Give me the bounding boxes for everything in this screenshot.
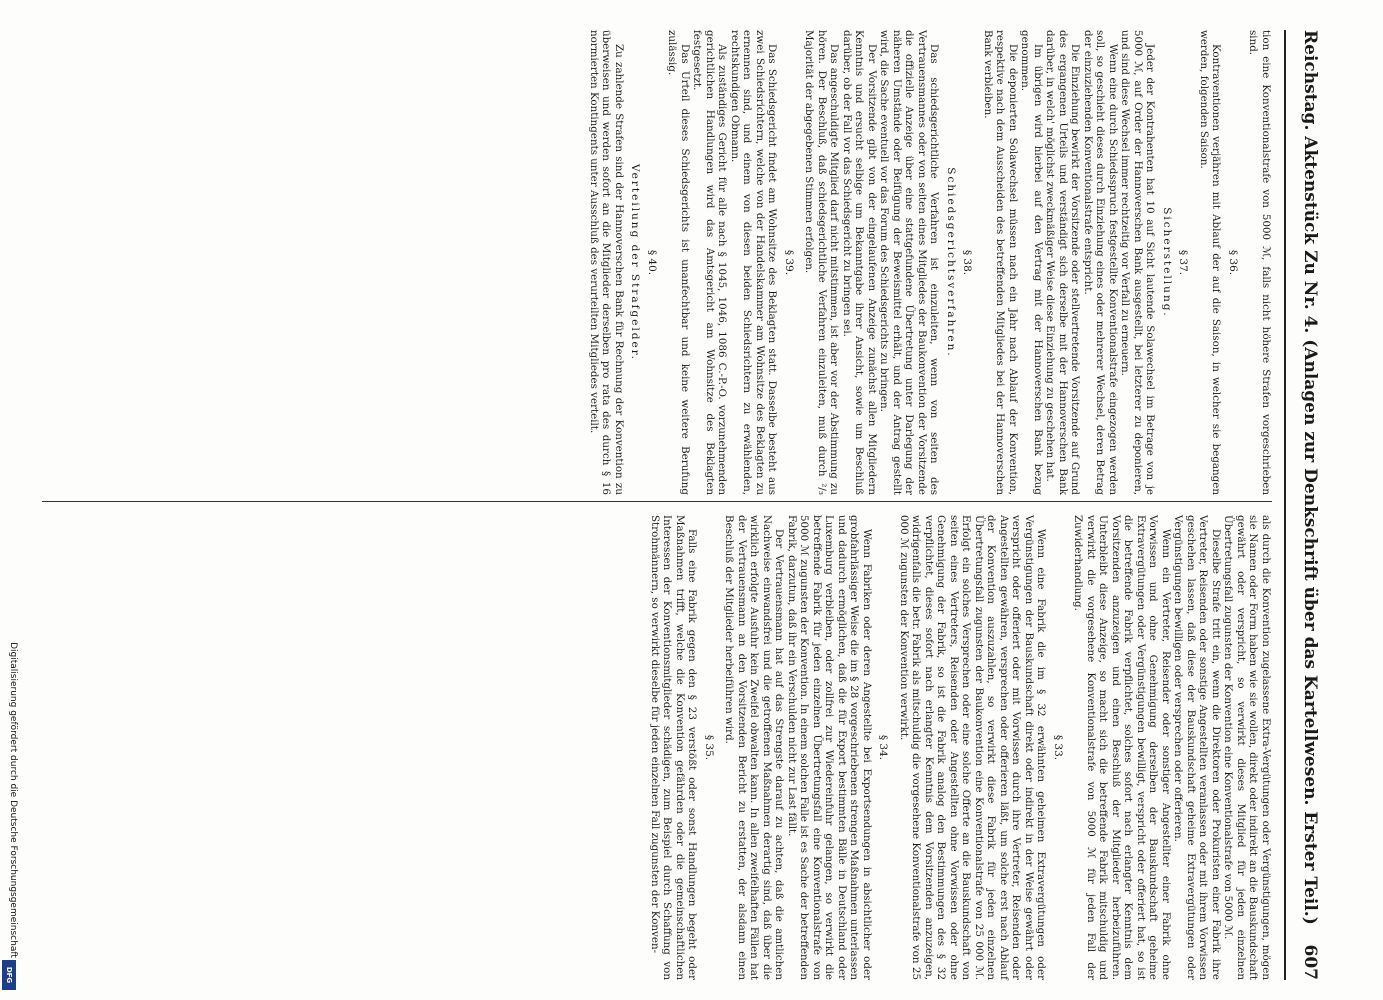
page-header [1282,30,1330,980]
paragraph: Falls eine Fabrik gegen den § 23 verstößt oder sonst Handlungen begeht oder Maßnahmen trifft, welche die Konvention gefährden oder die gemeinschaftlichen Interessen der Konventionsmitglieder schädigen, zum Beispiel durch Schaffung von Strohmännern, so verwirkt dieselbe für jeden einzelnen Fall zugunsten der Konven- [649,515,699,980]
paragraph: Jeder der Kontrahenten hat 10 auf Sicht lautende Solawechsel im Betrage von je 5000 ℳ, auf Order der Hannoverschen Bank ausgestellt, bei letzterer zu deponieren, und sind diese Wechsel immer rechtzeitig vor Verfall zu erneuern. [1119,30,1157,495]
section-heading: § 33. [1052,734,1064,761]
section-heading: § 40. [646,249,658,276]
paragraph: Das angeschuldigte Mitglied darf nicht mitstimmen, ist aber vor der Abstimmung zu hören. Der Beschluß, daß schiedsgerichtliche Verfahren einzuleiten, muß durch ²/₃ Majorität der abgegebenen Stimmen erfolgen. [803,30,841,495]
paragraph: Der Vertrauensmann hat auf das Strengste darauf zu achten, daß die amtlichen Nachweise einwandsfrei und die getroffenen Maßnahmen derartig sind, daß über die wirklich erfolgte Ausfuhr kein Zweifel obwalten kann. In allen zweifelhaften Fällen hat der Vertrauensmann an den Vorsitzenden Bericht zu erstatten, der alsdann einen Beschluß der Mitglieder herbeiführen wird. [723,515,786,980]
paragraph: Der Vorsitzende gibt von der eingelaufenen Anzeige zunächst allen Mitgliedern Kenntnis und ersucht selbige um Bekanntgabe ihrer Ansicht, sowie um Beschluß darüber, ob der Fall vor das Schiedsgericht zu bringen sei. [841,30,878,495]
left-column [588,30,1273,495]
section-title: Schiedsgerichtsverfahren. [945,167,957,358]
section-title: Verteilung der Strafgelder. [629,164,642,361]
section-heading: § 37. [1177,249,1190,276]
section-heading: § 36. [1227,249,1239,276]
page-number: 607 [1300,944,1320,980]
digitization-note-text: Digitalisierung gefördert durch die Deutsche Forschungsgemeinschaft [8,642,18,958]
paragraph: Zu zahlende Strafen sind der Hannoverschen Bank für Rechnung der Konvention zu überweisen und werden sofort an die Mitglieder derselben pro rata des durch § 16 normierten Kontingents unter Ausschluß des verurteilten Mitgliedes verteilt. [588,30,625,495]
paragraph: Als zuständiges Gericht für alle nach § 1045, 1046, 1086 C.-P.-O. vorzunehmenden gerichtlichen Handlungen wird das Amtsgericht am Wohnsitze des Beklagten festgesetzt. [691,30,729,495]
paragraph: Das Schiedsgericht findet am Wohnsitze des Beklagten statt. Dasselbe besteht aus zwei Schiedsrichtern, welche von der Handelskammer am Wohnsitze des Beklagten zu ernennen sind, und einem von diesen beiden Schiedsrichtern zu erwählenden, rechtskundigen Obmann. [729,30,779,495]
section-heading: § 34. [877,734,890,761]
paragraph: Im übrigen wird hierbei auf den Vertrag mit der Hannoverschen Bank bezug genommen. [1019,30,1044,495]
paragraph: als durch die Konvention zugelassene Extra-Vergütungen oder Vergünstigungen, mögen sie Namen oder Form haben wie sie wollen, direkt oder indirekt an die Bauskundschaft gewährt oder verspricht, so verwirkt dieses Mitglied für jeden einzelnen Übertretungsfall zugunsten der Konvention eine Konventionalstrafe von 5000 ℳ. [1222,515,1272,980]
section-title: Sicherstellung. [1161,207,1173,318]
paragraph: Wenn eine durch Schiedsspruch festgestellte Konventionalstrafe eingezogen werden soll, so geschieht dieses durch Einziehung eines oder mehrerer Wechsel, deren Betrag der einzuziehenden Konventionalstrafe entspricht. [1082,30,1119,495]
paragraph: Das Urteil dieses Schiedsgerichts ist unanfechtbar und keine weitere Berufung zulässig. [666,30,691,495]
header-rule [1284,30,1286,980]
paragraph: Die Einziehung bewirkt der Vorsitzende oder stellvertretende Vorsitzende auf Grund des ergangenen Urteils und verständigt sich derselbe mit der Hannoverschen Bank darüber, in welch' möglichst zweckmäßiger Weise diese Einziehung zu geschehen hat. [1044,30,1082,495]
dfg-logo-text: DFG [5,966,13,984]
header-title: Reichstag. Aktenstück Zu Nr. 4. (Anlagen zur Denkschrift über das Kartellwesen. Erster Teil.) [1300,30,1320,925]
paragraph: Die deponierten Solawechsel müssen nach ein Jahr nach Ablauf der Konvention, respektive nach dem Ausscheiden des betreffenden Mitgliedes bei der Hannoverschen Bank verbleiben. [982,30,1019,495]
paragraph: Wenn eine Fabrik die im § 32 erwähnten geheimen Extravergütungen oder Vergünstigungen der Bauskundschaft direkt oder indirekt in der Weise gewährt oder verspricht oder offeriert oder mit Vorwissen durch ihre Vertreter, Reisenden oder Angestellten gewähren, versprechen oder offerieren läßt, um solche erst nach Ablauf der Konvention auszuzahlen, so verwirkt diese Fabrik für jeden einzelnen Übertretungsfall zugunsten der Baukonvention eine Konventionalstrafe von 25 000 ℳ. Erfolgt ein solches Versprechen oder eine solche Offerte an die Bauskundschaft von seiten eines Vertreters, Reisenden oder Angestellten ohne Vorwissen oder ohne Genehmigung der Fabrik, so ist die Fabrik analog den Bestimmungen des § 32 verpflichtet, dieses sofort nach erlangter Kenntnis dem Vorsitzenden anzuzeigen, widrigenfalls die betr. Fabrik als mitschuldig die vorgesehene Konventionalstrafe von 25 000 ℳ zugunsten der Konvention verwirkt. [898,515,1048,980]
paragraph: Wenn ein Vertreter, Reisender oder sonstiger Angestellter einer Fabrik ohne Vorwissen und ohne Genehmigung derselben der Bauskundschaft geheime Extravergütungen oder Vergünstigungen bewilligt, verspricht oder offeriert hat, so ist die betreffende Fabrik verpflichtet, solches sofort nach erlangter Kenntnis dem Vorsitzenden anzuzeigen und einen Beschluß der Mitglieder herbeizuführen. Unterbleibt diese Anzeige, so macht sich die betreffende Fabrik mitschuldig und verwirkt die vorgesehene Konventionalstrafe von 5000 ℳ für jeden Fall der Zuwiderhandlung. [1072,515,1172,980]
section-heading: § 35. [703,734,715,761]
paragraph: Das schiedsgerichtliche Verfahren ist einzuleiten, wenn von seiten des Vertrauensmannes oder von seiten eines Mitgliedes der Baukonvention der Vorsitzende die offizielle Anzeige über eine stattgefundene Übertretung unter Darlegung der näheren Umstände oder Beifügung der Beweismittel erhält, und der Antrag gestellt wird, die Sache eventuell vor das Forum des Schiedsgerichts zu bringen. [878,30,941,495]
paragraph: Wenn Fabriken oder deren Angestellte bei Exportsendungen in absichtlicher oder grobfahrlässiger Weise die im § 28 vorgeschriebenen strengen Maßnahmen unterlassen und dadurch ermöglichen, daß die für Export bestimmten Bälle in Deutschland oder Luxemburg verbleiben, oder zollfrei zur Wiedereinfuhr gelangen, so verwirkt die betreffende Fabrik für jeden einzelnen Übertretungsfall eine Konventionalstrafe von 5000 ℳ zugunsten der Konvention. In einem solchen Falle ist es Sache der betreffenden Fabrik, darzutun, daß ihr ein Verschulden nicht zur Last fällt. [786,515,873,980]
column-divider [42,501,1272,502]
section-heading: § 38. [961,249,974,276]
paragraph: tion eine Konventionalstrafe von 5000 ℳ, falls nicht höhere Strafen vorgeschrieben sind. [1247,30,1272,495]
right-column [649,515,1273,980]
section-heading: § 39. [783,249,795,276]
paragraph: Dieselbe Strafe tritt ein, wenn die Direktoren oder Prokuristen einer Fabrik ihre Vertreter, Reisenden oder sonstige Angestellten veranlassen oder mit ihrem Vorwissen geschehen lassen, daß diese der Bauskundschaft geheime Extravergütungen oder Vergünstigungen bewilligen oder versprechen oder offerieren. [1172,515,1222,980]
paragraph: Kontraventionen verjähren mit Ablauf der auf die Saison, in welcher sie begangen werden, folgenden Saison. [1198,30,1223,495]
